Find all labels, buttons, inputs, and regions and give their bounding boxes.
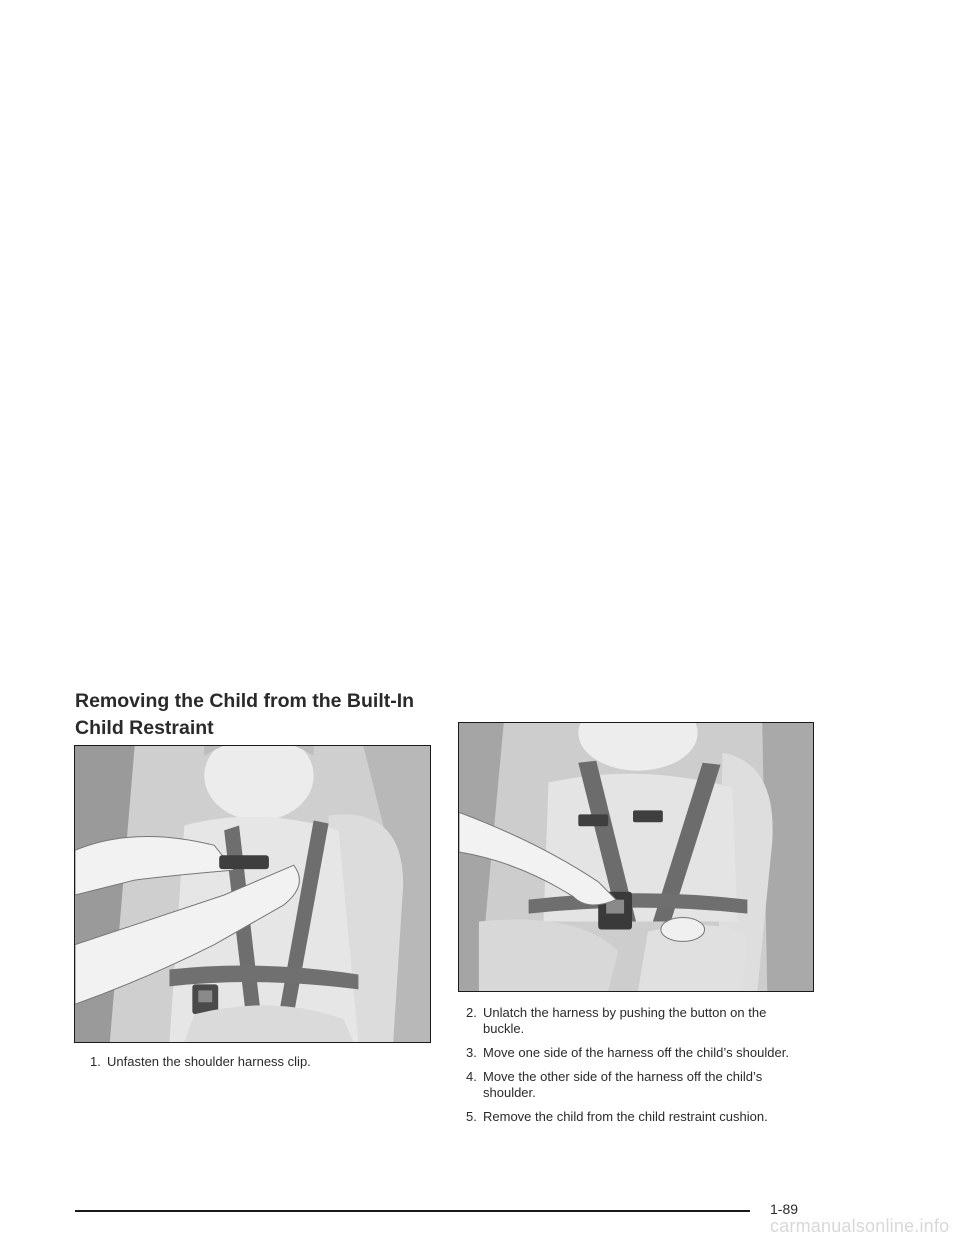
step-number: 5. bbox=[466, 1109, 477, 1124]
steps-list-left bbox=[90, 1054, 425, 1078]
step-text: Remove the child from the child restraint cushion. bbox=[483, 1109, 768, 1124]
step-item bbox=[466, 1005, 811, 1037]
step-item bbox=[466, 1045, 811, 1061]
step-item bbox=[466, 1109, 811, 1125]
footer-rule bbox=[75, 1210, 750, 1212]
section-title: Removing the Child from the Built-In Child Restraint bbox=[75, 690, 415, 739]
step-number: 4. bbox=[466, 1069, 477, 1084]
step-number: 2. bbox=[466, 1005, 477, 1020]
step-item bbox=[466, 1069, 811, 1101]
step-text: Unfasten the shoulder harness clip. bbox=[107, 1054, 311, 1069]
step-number: 1. bbox=[90, 1054, 101, 1069]
step-number: 3. bbox=[466, 1045, 477, 1060]
page-number: 1-89 bbox=[770, 1201, 799, 1217]
illustration-unfasten-clip-drawing bbox=[75, 746, 430, 1042]
step-item bbox=[90, 1054, 425, 1070]
step-text: Unlatch the harness by pushing the button on the buckle. bbox=[483, 1005, 767, 1036]
step-text: Move the other side of the harness off the child’s shoulder. bbox=[483, 1069, 763, 1100]
watermark: carmanualsonline.info bbox=[770, 1216, 950, 1236]
illustration-unfasten-clip bbox=[74, 745, 431, 1043]
steps-list-right bbox=[466, 1005, 811, 1133]
step-text: Move one side of the harness off the child’s shoulder. bbox=[483, 1045, 789, 1060]
illustration-unlatch-buckle-drawing bbox=[459, 723, 813, 991]
illustration-unlatch-buckle bbox=[458, 722, 814, 992]
